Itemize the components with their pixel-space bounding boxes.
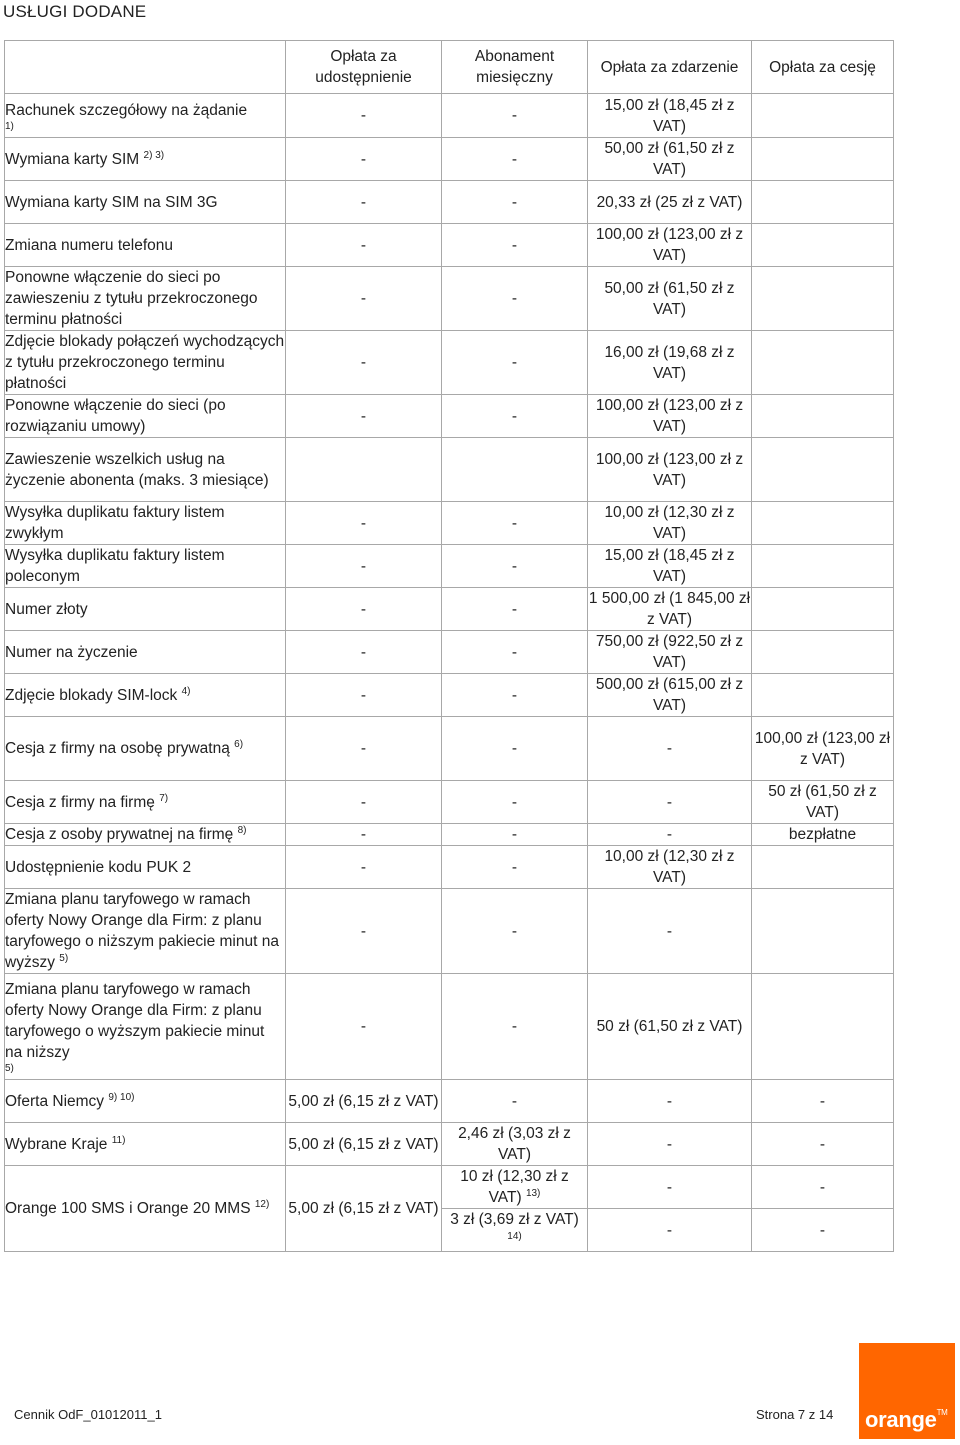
logo-wordmark: [865, 1407, 948, 1433]
cell-cession: -: [752, 1123, 894, 1166]
cell-cession: [752, 674, 894, 717]
cell-fee: 5,00 zł (6,15 zł z VAT): [286, 1166, 442, 1252]
cell-fee: 5,00 zł (6,15 zł z VAT): [286, 1080, 442, 1123]
cell-cession: [752, 224, 894, 267]
row-label-cell: [5, 631, 286, 674]
table-row: [5, 1080, 894, 1123]
cell-fee: -: [286, 267, 442, 331]
table-row: [5, 846, 894, 889]
row-label-cell: [5, 181, 286, 224]
row-label-cell: [5, 588, 286, 631]
cell-monthly: -: [442, 181, 588, 224]
header-event: Opłata za zdarzenie: [588, 41, 752, 94]
cell-fee: -: [286, 889, 442, 974]
cell-cession: [752, 889, 894, 974]
table-row: [5, 631, 894, 674]
row-label: Zdjęcie blokady połączeń wychodzących z tytułu przekroczonego terminu płatności: [5, 333, 285, 392]
row-label-cell: [5, 94, 286, 138]
header-row: [5, 41, 894, 94]
cell-cession: [752, 588, 894, 631]
cell-event: 750,00 zł (922,50 zł z VAT): [588, 631, 752, 674]
footer-doc-id: Cennik OdF_01012011_1: [14, 1407, 162, 1422]
footnote-ref: 11): [111, 1134, 126, 1146]
footnote-ref: 2) 3): [143, 149, 165, 161]
table-row: [5, 717, 894, 781]
cell-event: 500,00 zł (615,00 zł z VAT): [588, 674, 752, 717]
cell-cession: [752, 545, 894, 588]
row-label: Wymiana karty SIM: [5, 150, 140, 168]
table-row: [5, 974, 894, 1080]
cell-fee: -: [286, 846, 442, 889]
cell-cession: [752, 631, 894, 674]
table-row: [5, 781, 894, 824]
table-row: [5, 138, 894, 181]
row-label: Zdjęcie blokady SIM-lock: [5, 686, 178, 704]
row-label: Udostępnienie kodu PUK 2: [5, 858, 192, 876]
cell-monthly: -: [442, 824, 588, 846]
cell-cession: [752, 846, 894, 889]
cell-fee: -: [286, 717, 442, 781]
row-label: Zmiana planu taryfowego w ramach oferty Nowy Orange dla Firm: z planu taryfowego o niższym pakiecie minut na wyższy: [5, 891, 279, 971]
row-label-cell: [5, 438, 286, 502]
cell-cession: [752, 438, 894, 502]
row-label-cell: [5, 717, 286, 781]
cell-fee: -: [286, 331, 442, 395]
table-row: [5, 824, 894, 846]
row-label: Wymiana karty SIM na SIM 3G: [5, 193, 218, 211]
cell-monthly: -: [442, 502, 588, 545]
monthly-value: 3 zł (3,69 zł z VAT): [450, 1211, 579, 1228]
cell-cession: [752, 331, 894, 395]
table-row: [5, 438, 894, 502]
table-row: [5, 94, 894, 138]
cell-event: -: [588, 1209, 752, 1252]
row-label: Wysyłka duplikatu faktury listem poleconym: [5, 547, 225, 585]
cell-event: -: [588, 824, 752, 846]
cell-event: -: [588, 1166, 752, 1209]
footnote-ref: 7): [159, 792, 169, 804]
cell-cession: [752, 974, 894, 1080]
footnote-ref: 5): [59, 953, 69, 964]
row-label-cell: [5, 1166, 286, 1252]
footnote-ref: 1): [5, 120, 14, 132]
cell-cession: 100,00 zł (123,00 zł z VAT): [752, 717, 894, 781]
cell-event: 16,00 zł (19,68 zł z VAT): [588, 331, 752, 395]
table-row: [5, 889, 894, 974]
row-label: Zmiana planu taryfowego w ramach oferty Nowy Orange dla Firm: z planu taryfowego o wyższym pakiecie minut na niższy: [5, 981, 265, 1061]
row-label: Numer na życzenie: [5, 643, 138, 661]
row-label: Zawieszenie wszelkich usług na życzenie abonenta (maks. 3 miesiące): [5, 450, 269, 489]
cell-fee: -: [286, 588, 442, 631]
footnote-ref: 12): [254, 1199, 270, 1210]
cell-event: 20,33 zł (25 zł z VAT): [588, 181, 752, 224]
cell-cession: -: [752, 1209, 894, 1252]
cell-cession: [752, 138, 894, 181]
cell-fee: -: [286, 824, 442, 846]
cell-cession: [752, 267, 894, 331]
cell-monthly: -: [442, 889, 588, 974]
cell-cession: bezpłatne: [752, 824, 894, 846]
row-label: Cesja z osoby prywatnej na firmę: [5, 826, 234, 843]
cell-monthly: -: [442, 331, 588, 395]
cell-fee: -: [286, 545, 442, 588]
cell-cession: -: [752, 1166, 894, 1209]
table-row: [5, 502, 894, 545]
header-cell: [5, 41, 286, 94]
cell-event: 50 zł (61,50 zł z VAT): [588, 974, 752, 1080]
logo-trademark: TM: [936, 1408, 948, 1417]
row-label-cell: [5, 1080, 286, 1123]
cell-event: 1 500,00 zł (1 845,00 zł z VAT): [588, 588, 752, 631]
cell-monthly: 2,46 zł (3,03 zł z VAT): [442, 1123, 588, 1166]
footnote-ref: 4): [181, 685, 191, 697]
cell-monthly: [442, 1209, 588, 1252]
footnote-ref: 14): [507, 1231, 522, 1242]
row-label-cell: [5, 138, 286, 181]
orange-logo: [859, 1343, 955, 1439]
row-label-cell: [5, 781, 286, 824]
row-label-cell: [5, 267, 286, 331]
cell-fee: -: [286, 974, 442, 1080]
cell-cession: [752, 94, 894, 138]
header-cession: Opłata za cesję: [752, 41, 894, 94]
cell-cession: [752, 395, 894, 438]
section-title: USŁUGI DODANE: [0, 0, 151, 25]
row-label: Wybrane Kraje: [5, 1135, 108, 1153]
cell-monthly: -: [442, 781, 588, 824]
table-row: [5, 331, 894, 395]
header-monthly: Abonament miesięczny: [442, 41, 588, 94]
table-row: [5, 588, 894, 631]
table-row: [5, 395, 894, 438]
row-label: Zmiana numeru telefonu: [5, 236, 174, 254]
cell-event: -: [588, 1123, 752, 1166]
row-label: Orange 100 SMS i Orange 20 MMS: [5, 1200, 251, 1217]
cell-event: -: [588, 1080, 752, 1123]
cell-fee: -: [286, 631, 442, 674]
cell-fee: -: [286, 395, 442, 438]
row-label: Ponowne włączenie do sieci po zawieszeniu z tytułu przekroczonego terminu płatności: [5, 269, 258, 328]
table-body: [5, 94, 894, 1252]
footnote-ref: 8): [237, 825, 247, 836]
row-label-cell: [5, 889, 286, 974]
row-label: Cesja z firmy na osobę prywatną: [5, 740, 230, 757]
cell-event: 10,00 zł (12,30 zł z VAT): [588, 502, 752, 545]
footnote-ref: 13): [525, 1188, 541, 1199]
cell-fee: -: [286, 138, 442, 181]
row-label-cell: [5, 545, 286, 588]
row-label-cell: [5, 1123, 286, 1166]
cell-monthly: -: [442, 674, 588, 717]
cell-event: 10,00 zł (12,30 zł z VAT): [588, 846, 752, 889]
row-label: Oferta Niemcy: [5, 1092, 105, 1110]
logo-text: orange: [865, 1407, 937, 1432]
footer-page-number: Strona 7 z 14: [756, 1407, 834, 1422]
cell-fee: -: [286, 674, 442, 717]
table-row: [5, 181, 894, 224]
cell-event: 50,00 zł (61,50 zł z VAT): [588, 267, 752, 331]
table-row: [5, 267, 894, 331]
cell-fee: -: [286, 502, 442, 545]
cell-event: 100,00 zł (123,00 zł z VAT): [588, 438, 752, 502]
cell-cession: [752, 181, 894, 224]
table-row: [5, 545, 894, 588]
row-label: Cesja z firmy na firmę: [5, 793, 155, 811]
table-row: [5, 674, 894, 717]
row-label: Ponowne włączenie do sieci (po rozwiązaniu umowy): [5, 397, 226, 435]
cell-monthly: [442, 1166, 588, 1209]
cell-event: -: [588, 781, 752, 824]
cell-monthly: -: [442, 1080, 588, 1123]
header-fee: Opłata za udostępnienie: [286, 41, 442, 94]
row-label-cell: [5, 224, 286, 267]
row-label: Wysyłka duplikatu faktury listem zwykłym: [5, 504, 225, 542]
cell-event: 15,00 zł (18,45 zł z VAT): [588, 545, 752, 588]
row-label-cell: [5, 331, 286, 395]
cell-fee: [286, 438, 442, 502]
row-label: Numer złoty: [5, 600, 88, 618]
cell-monthly: -: [442, 974, 588, 1080]
table-row: [5, 1166, 894, 1209]
cell-fee: -: [286, 181, 442, 224]
cell-monthly: -: [442, 545, 588, 588]
row-label-cell: [5, 974, 286, 1080]
footnote-ref: 6): [234, 739, 244, 750]
cell-monthly: -: [442, 631, 588, 674]
cell-fee: -: [286, 781, 442, 824]
cell-event: 15,00 zł (18,45 zł z VAT): [588, 94, 752, 138]
cell-monthly: -: [442, 138, 588, 181]
cell-fee: 5,00 zł (6,15 zł z VAT): [286, 1123, 442, 1166]
table-row: [5, 224, 894, 267]
cell-monthly: -: [442, 846, 588, 889]
monthly-value: 10 zł (12,30 zł z VAT): [460, 1168, 569, 1206]
cell-event: 50,00 zł (61,50 zł z VAT): [588, 138, 752, 181]
footnote-ref: 9) 10): [108, 1091, 135, 1103]
pricing-table: [4, 40, 894, 1252]
cell-monthly: -: [442, 588, 588, 631]
cell-fee: -: [286, 224, 442, 267]
cell-monthly: [442, 438, 588, 502]
cell-fee: -: [286, 94, 442, 138]
cell-monthly: -: [442, 94, 588, 138]
cell-monthly: -: [442, 267, 588, 331]
row-label-cell: [5, 846, 286, 889]
row-label-cell: [5, 824, 286, 846]
cell-event: -: [588, 889, 752, 974]
cell-event: -: [588, 717, 752, 781]
row-label-cell: [5, 674, 286, 717]
row-label: Rachunek szczegółowy na żądanie: [5, 101, 248, 119]
cell-monthly: -: [442, 395, 588, 438]
cell-cession: 50 zł (61,50 zł z VAT): [752, 781, 894, 824]
row-label-cell: [5, 395, 286, 438]
cell-event: 100,00 zł (123,00 zł z VAT): [588, 224, 752, 267]
table-row: [5, 1123, 894, 1166]
footnote-ref: 5): [5, 1063, 14, 1074]
cell-cession: [752, 502, 894, 545]
cell-monthly: -: [442, 717, 588, 781]
cell-event: 100,00 zł (123,00 zł z VAT): [588, 395, 752, 438]
row-label-cell: [5, 502, 286, 545]
cell-monthly: -: [442, 224, 588, 267]
cell-cession: -: [752, 1080, 894, 1123]
